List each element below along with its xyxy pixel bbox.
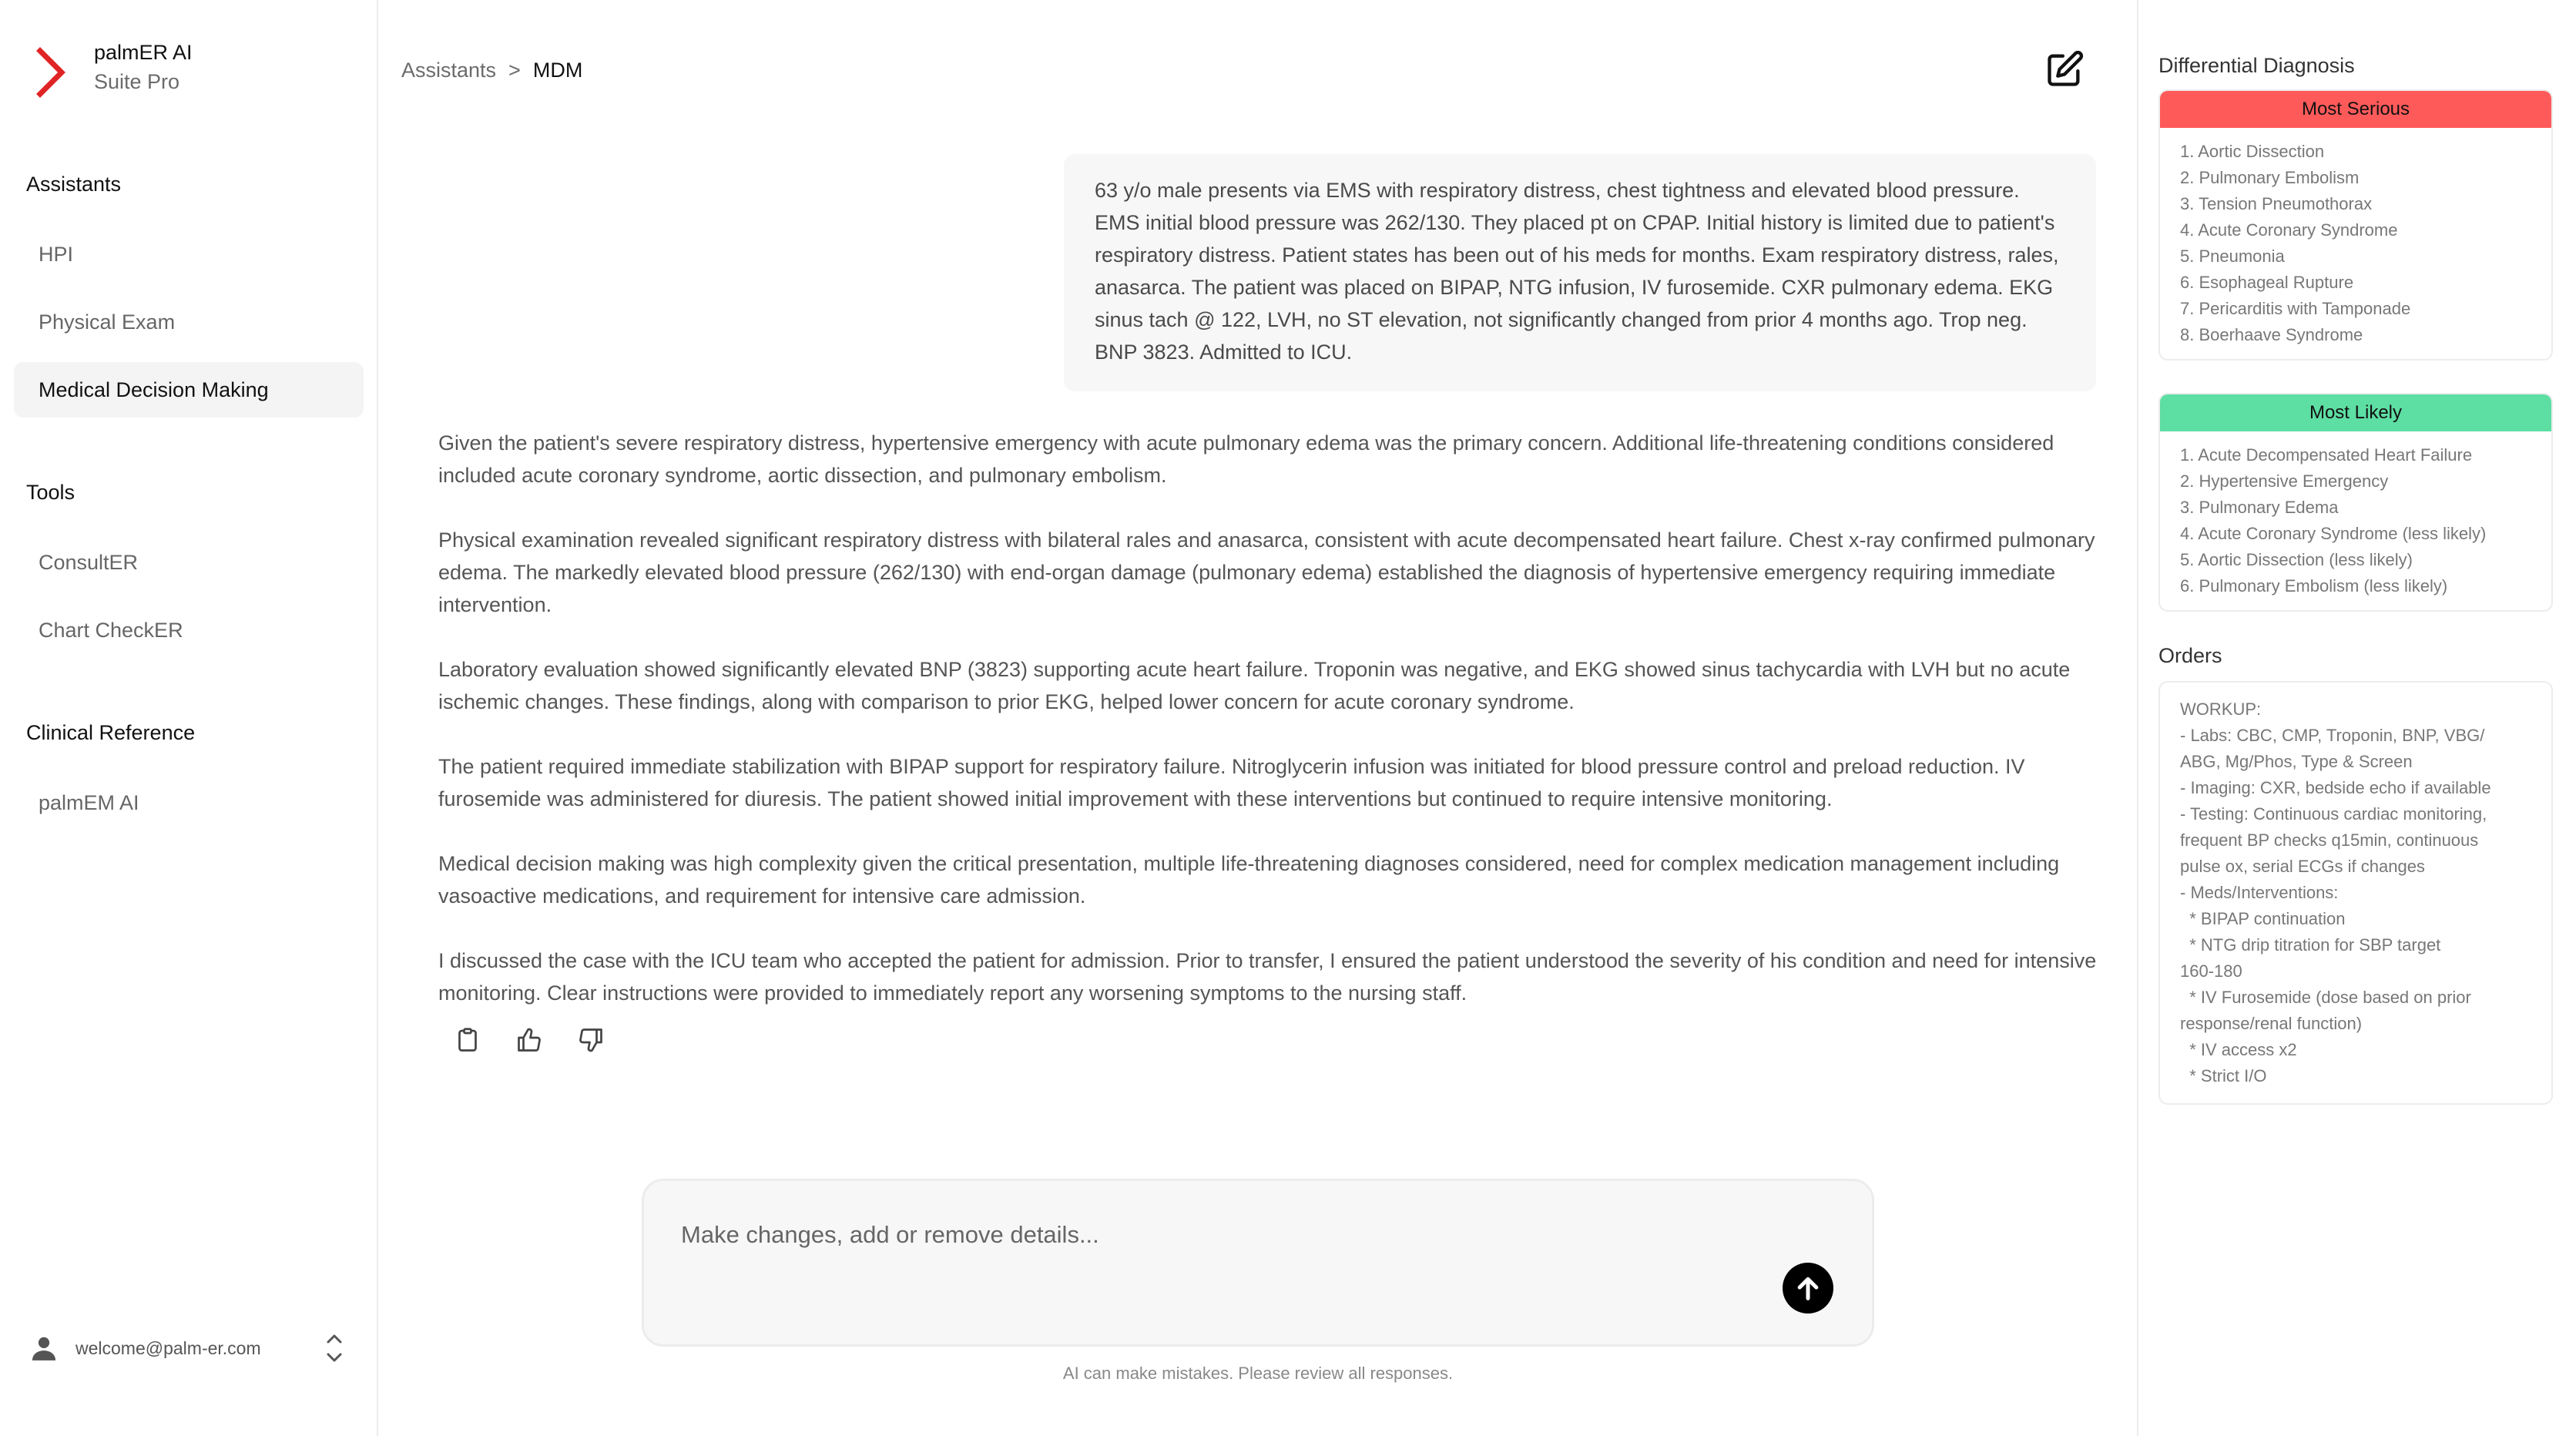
response-paragraph: Given the patient's severe respiratory distress, hypertensive emergency with acute pulmonary edema was the primary concern. Additional life-threatening conditions considered included acute coronary syndrome, aortic dissection, and pulmonary embolism.	[438, 431, 2054, 487]
sidebar-item-medical-decision-making[interactable]: Medical Decision Making	[14, 362, 364, 418]
response-paragraph: I discussed the case with the ICU team who accepted the patient for admission. Prior to transfer, I ensured the patient understood the severity of his condition and need for intensive monitoring. Clear instructions were provided to immediately report any worsening symptoms to the nursing staff.	[438, 949, 2097, 1005]
brand-subtitle: Suite Pro	[94, 70, 180, 93]
sidebar-item-palmem-ai[interactable]: palmEM AI	[39, 790, 139, 814]
user-message: 63 y/o male presents via EMS with respiratory distress, chest tightness and elevated blood pressure. EMS initial blood pressure was 262/130. They placed pt on CPAP. Initial history is limited due to patient's respiratory distress. Patient states has been out of his meds for months. Exam respiratory distress, rales, anasarca. The patient was placed on BIPAP, NTG infusion, IV furosemide. CXR pulmonary edema. EKG sinus tach @ 122, LVH, no ST elevation, not significantly changed from prior 4 months ago. Trop neg. BNP 3823. Admitted to ICU.	[1064, 154, 2096, 391]
most-likely-list	[2160, 431, 2551, 610]
most-serious-header: Most Serious	[2160, 91, 2551, 128]
clipboard-icon[interactable]	[454, 1026, 481, 1054]
list-item: 8. Boerhaave Syndrome	[2180, 325, 2363, 344]
list-item: 5. Pneumonia	[2180, 247, 2285, 266]
breadcrumb-separator: >	[508, 59, 521, 82]
sidebar	[0, 0, 378, 1436]
list-item: 4. Acute Coronary Syndrome	[2180, 220, 2398, 240]
send-button[interactable]	[1783, 1263, 1833, 1314]
breadcrumb	[401, 59, 582, 82]
list-item: 2. Hypertensive Emergency	[2180, 471, 2389, 491]
sidebar-item-physical-exam[interactable]: Physical Exam	[39, 310, 176, 334]
breadcrumb-current: MDM	[532, 59, 583, 82]
most-serious-card	[2158, 89, 2553, 361]
most-likely-card	[2158, 393, 2553, 612]
brand-name: palmER AI	[94, 41, 193, 64]
response-paragraph: The patient required immediate stabilization with BIPAP support for respiratory failure. Nitroglycerin infusion was initiated for blood pressure control and preload reduction. IV furosemide was administered for diuresis. The patient showed initial improvement with these interventions but continued to require intensive monitoring.	[438, 755, 2025, 810]
disclaimer-text: AI can make mistakes. Please review all responses.	[1062, 1364, 1454, 1383]
feedback-bar	[454, 1026, 605, 1054]
differential-diagnosis-title: Differential Diagnosis	[2158, 54, 2355, 77]
response-paragraph: Laboratory evaluation showed significantly elevated BNP (3823) supporting acute heart failure. Troponin was negative, and EKG showed sinus tachycardia with LVH but no acute ischemic changes. These findings, along with comparison to prior EKG, helped lower concern for acute coronary syndrome.	[438, 658, 2071, 713]
chevron-up-down-icon[interactable]	[324, 1330, 345, 1367]
main-content	[378, 0, 2137, 1436]
most-likely-header: Most Likely	[2160, 394, 2551, 431]
user-menu[interactable]	[29, 1325, 353, 1371]
assistant-response	[438, 427, 2102, 1009]
list-item: 2. Pulmonary Embolism	[2180, 168, 2360, 187]
response-paragraph: Medical decision making was high complexity given the critical presentation, multiple life-threatening diagnoses considered, need for complex medication management including vasoactive medications, and requirement for intensive care admission.	[438, 852, 2060, 908]
orders-text: WORKUP: - Labs: CBC, CMP, Troponin, BNP, VBG/ ABG, Mg/Phos, Type & Screen - Imaging: CXR, bedside echo if available - Testing: Continuous cardiac monitoring, frequent BP checks q15min, continuous pulse ox, serial ECGs if changes - Meds/Interventions: * BIPAP continuation * NTG drip titration for SBP target 160-180 * IV Furosemide (dose based on prior response/renal function) * IV access x2 * Strict I/O	[2180, 700, 2491, 1085]
right-panel	[2137, 0, 2576, 1436]
sidebar-item-consulter[interactable]: ConsultER	[39, 550, 139, 574]
list-item: 6. Pulmonary Embolism (less likely)	[2180, 576, 2448, 596]
section-assistants: Assistants	[26, 173, 122, 196]
sidebar-item-chart-checker[interactable]: Chart CheckER	[39, 618, 183, 642]
user-icon	[29, 1334, 59, 1363]
list-item: 6. Esophageal Rupture	[2180, 273, 2354, 292]
list-item: 5. Aortic Dissection (less likely)	[2180, 550, 2413, 569]
message-input[interactable]	[681, 1221, 1759, 1267]
brand[interactable]	[34, 39, 193, 99]
arrow-up-icon	[1793, 1273, 1823, 1303]
section-tools: Tools	[26, 481, 75, 504]
orders-title: Orders	[2158, 644, 2222, 667]
breadcrumb-assistants[interactable]: Assistants	[401, 59, 497, 82]
sidebar-item-hpi[interactable]: HPI	[39, 242, 74, 266]
list-item: 3. Tension Pneumothorax	[2180, 194, 2373, 213]
edit-square-icon[interactable]	[2044, 49, 2085, 89]
thumbs-up-icon[interactable]	[515, 1026, 543, 1054]
thumbs-down-icon[interactable]	[577, 1026, 605, 1054]
response-paragraph: Physical examination revealed significant respiratory distress with bilateral rales and anasarca, consistent with acute decompensated heart failure. Chest x-ray confirmed pulmonary edema. The markedly elevated blood pressure (262/130) with end-organ damage (pulmonary edema) established the diagnosis of hypertensive emergency requiring immediate intervention.	[438, 528, 2095, 616]
message-composer	[642, 1179, 1874, 1347]
most-serious-list	[2160, 128, 2551, 359]
list-item: 1. Aortic Dissection	[2180, 142, 2325, 161]
list-item: 7. Pericarditis with Tamponade	[2180, 299, 2411, 318]
section-clinical-reference: Clinical Reference	[26, 721, 196, 744]
orders-card	[2158, 681, 2553, 1105]
list-item: 3. Pulmonary Edema	[2180, 498, 2339, 517]
user-email: welcome@palm-er.com	[75, 1337, 261, 1358]
chevron-right-logo-icon	[34, 46, 68, 99]
list-item: 4. Acute Coronary Syndrome (less likely)	[2180, 524, 2487, 543]
list-item: 1. Acute Decompensated Heart Failure	[2180, 445, 2473, 465]
